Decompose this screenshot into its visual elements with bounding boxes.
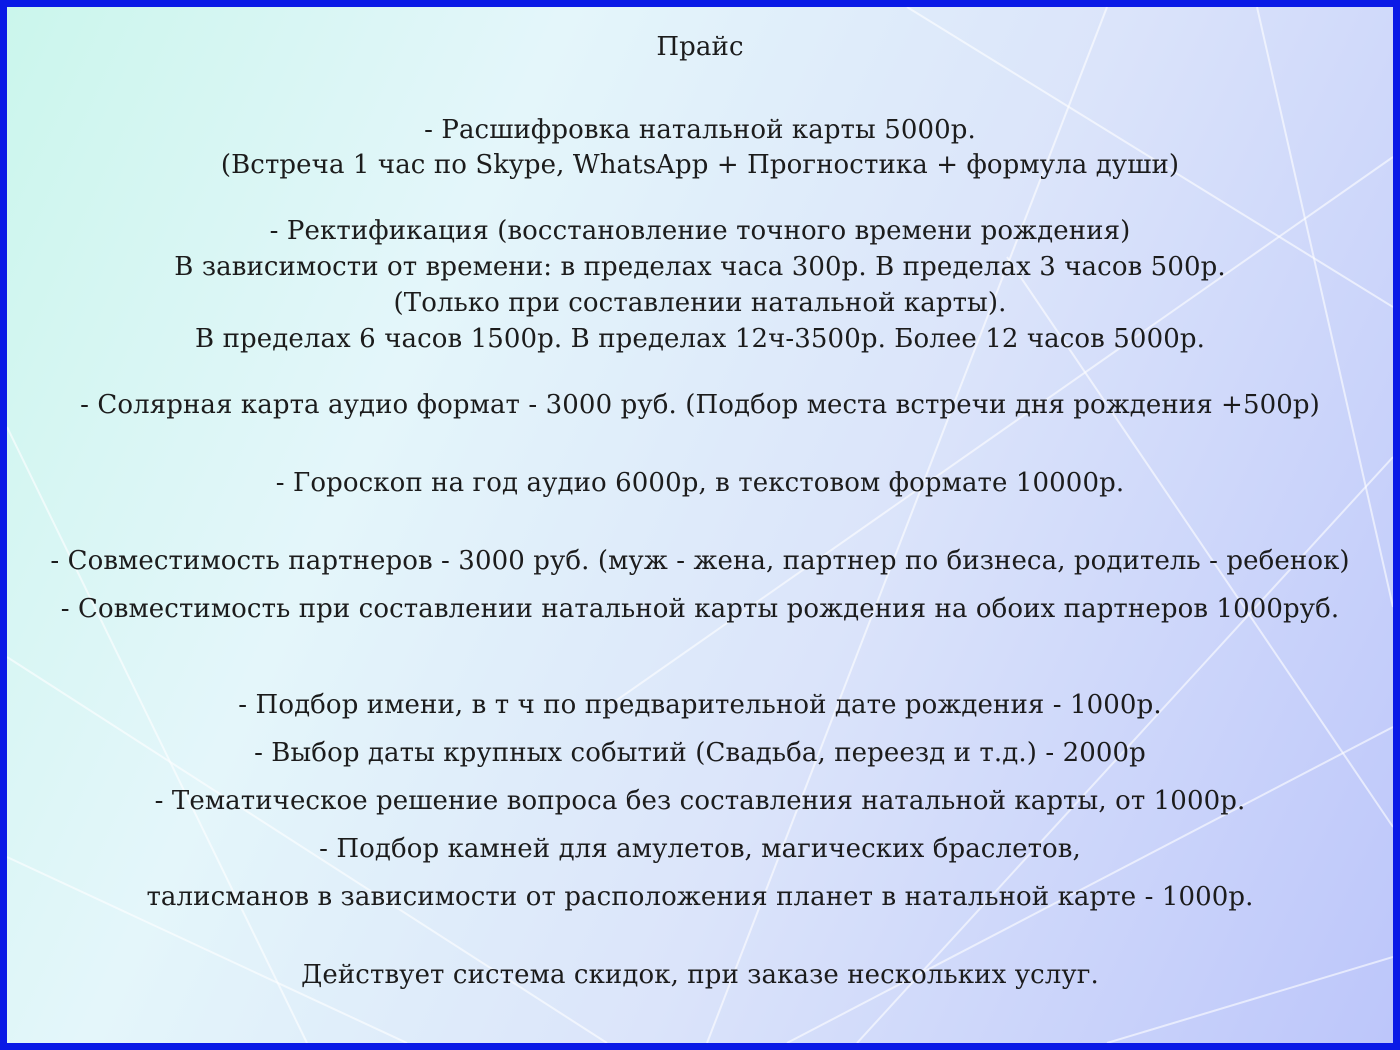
service-amulet-stones: - Подбор камней для амулетов, магических браслетов, [319,834,1081,864]
service-compatibility-with-natal: - Совместимость при составлении натальной карты рождения на обоих партнеров 1000руб. [60,594,1340,624]
service-natal-chart-details: (Встреча 1 час по Skype, WhatsApp + Прогностика + формула души) [220,150,1180,180]
service-rectification-pricing-extended: В пределах 6 часов 1500р. В пределах 12ч-3500р. Более 12 часов 5000р. [195,324,1205,354]
service-rectification-pricing: В зависимости от времени: в пределах часа 300р. В пределах 3 часов 500р. [174,252,1226,282]
service-amulet-stones-continued: талисманов в зависимости от расположения планет в натальной карте - 1000р. [146,882,1254,912]
discount-note: Действует система скидок, при заказе нескольких услуг. [301,960,1099,990]
service-name-selection: - Подбор имени, в т ч по предварительной дате рождения - 1000р. [238,690,1162,720]
service-solar-chart: - Солярная карта аудио формат - 3000 руб. (Подбор места встречи дня рождения +500р) [80,390,1320,420]
service-event-date-selection: - Выбор даты крупных событий (Свадьба, переезд и т.д.) - 2000р [254,738,1146,768]
page-title: Прайс [656,32,744,62]
service-partner-compatibility: - Совместимость партнеров - 3000 руб. (муж - жена, партнер по бизнеса, родитель - ребенок) [50,546,1350,576]
service-annual-horoscope: - Гороскоп на год аудио 6000р, в текстовом формате 10000р. [275,468,1125,498]
service-rectification: - Ректификация (восстановление точного времени рождения) [269,216,1131,246]
service-rectification-note: (Только при составлении натальной карты). [393,288,1007,318]
service-thematic-question: - Тематическое решение вопроса без составления натальной карты, от 1000р. [154,786,1246,816]
service-natal-chart: - Расшифровка натальной карты 5000р. [424,115,976,145]
